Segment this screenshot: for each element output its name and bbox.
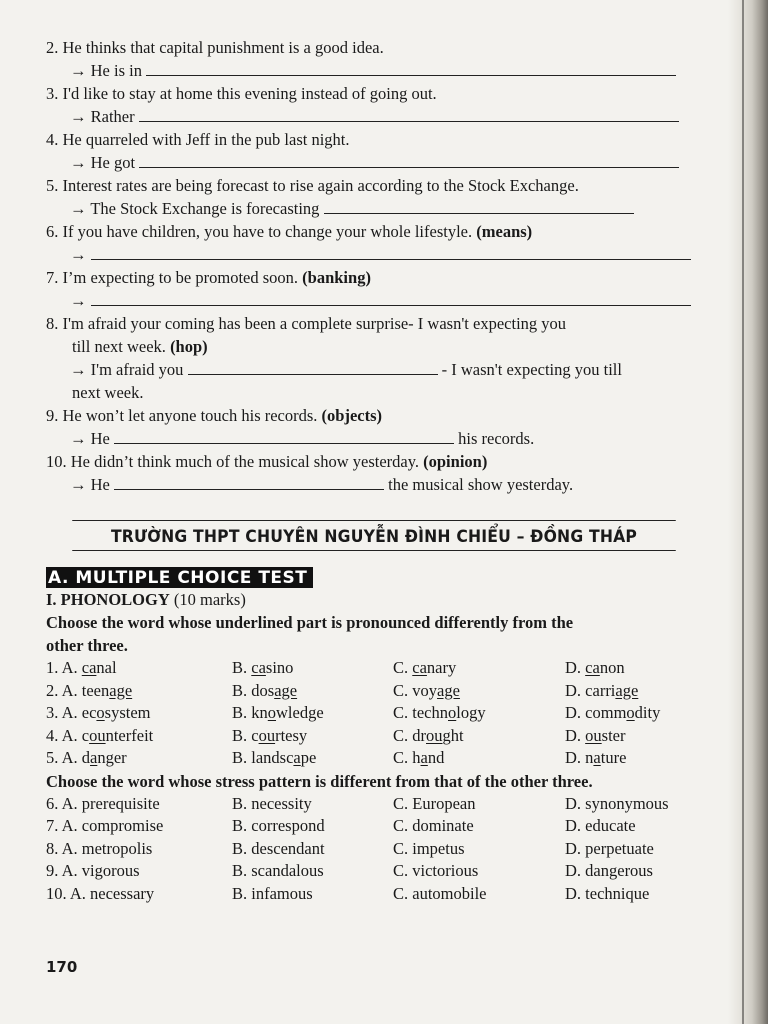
underlined-part: ca bbox=[412, 658, 427, 677]
answer-option[interactable] bbox=[565, 680, 702, 703]
word-part: system bbox=[104, 703, 151, 722]
answer-option[interactable] bbox=[232, 747, 393, 770]
answer-option[interactable] bbox=[393, 725, 565, 748]
instruction-pronunciation: Choose the word whose underlined part is pronounced differently from the other three. bbox=[46, 613, 574, 655]
word-part: wledge bbox=[276, 703, 324, 722]
option-text: B. necessity bbox=[232, 793, 312, 813]
word-part: h bbox=[412, 748, 421, 767]
word-part: c bbox=[81, 725, 90, 745]
answer-option[interactable] bbox=[46, 680, 232, 703]
instruction-stress: Choose the word whose stress pattern is different from that of the other three. bbox=[46, 771, 593, 791]
option-letter: A. bbox=[61, 658, 78, 677]
underlined-part: age bbox=[274, 680, 298, 700]
underlined-part: a bbox=[90, 748, 98, 767]
option-letter: A. bbox=[61, 725, 78, 745]
option-letter: A. bbox=[61, 680, 78, 700]
keyword: (means) bbox=[476, 222, 533, 241]
exercise-8-answer-continued: next week. bbox=[72, 383, 144, 402]
exercise-10-answer: → He the musical show yesterday. bbox=[70, 475, 574, 494]
word-part: ec bbox=[81, 703, 97, 722]
answer-blank[interactable] bbox=[114, 475, 384, 490]
underlined-part: a bbox=[593, 748, 601, 767]
answer-blank[interactable] bbox=[146, 61, 676, 76]
option-text: B. scandalous bbox=[232, 861, 324, 880]
school-title: TRƯỜNG THPT CHUYÊN NGUYỄN ĐÌNH CHIỂU – ĐỒNG THÁP bbox=[72, 520, 676, 551]
option-letter: D. bbox=[565, 658, 582, 677]
option-letter: B. bbox=[232, 748, 248, 767]
word-part: nger bbox=[97, 748, 127, 767]
option-text: A. vigorous bbox=[61, 861, 140, 880]
answer-option[interactable] bbox=[393, 860, 565, 883]
answer-blank[interactable] bbox=[324, 199, 634, 214]
option-letter: B. bbox=[232, 658, 248, 677]
word-part: techn bbox=[412, 703, 448, 722]
answer-blank[interactable] bbox=[139, 107, 679, 122]
exercise-6: 6. If you have children, you have to change your whole lifestyle. (means) bbox=[46, 222, 533, 241]
option-letter: D. bbox=[565, 748, 582, 767]
exercise-3-answer: → Rather bbox=[46, 105, 702, 128]
book-spine-edge bbox=[742, 0, 744, 1024]
question-number: 6. bbox=[46, 793, 59, 813]
answer-option[interactable] bbox=[46, 725, 232, 748]
underlined-part: o bbox=[267, 703, 277, 722]
underlined-part: age bbox=[437, 680, 460, 700]
answer-option[interactable] bbox=[46, 657, 232, 680]
option-letter: C. bbox=[393, 703, 409, 722]
answer-option[interactable] bbox=[565, 747, 702, 770]
answer-option[interactable] bbox=[232, 815, 393, 838]
phonology-heading: I. PHONOLOGY (10 marks) bbox=[46, 590, 246, 609]
exercise-9: 9. He won’t let anyone touch his records. (objects) bbox=[46, 406, 383, 425]
underlined-part: ca bbox=[585, 658, 600, 677]
option-text: B. correspond bbox=[232, 816, 325, 835]
exercise-2-answer: → He is in bbox=[46, 59, 702, 82]
exercise-8-answer: → I'm afraid you - I wasn't expecting you till bbox=[70, 360, 622, 379]
page-content bbox=[46, 36, 702, 905]
underlined-part: ca bbox=[81, 658, 97, 677]
option-text: C. dominate bbox=[393, 816, 474, 835]
answer-option[interactable] bbox=[393, 815, 565, 838]
exercise-7-answer: → bbox=[46, 289, 702, 312]
answer-option[interactable] bbox=[232, 793, 393, 816]
question-number: 8. bbox=[46, 838, 59, 858]
answer-option[interactable] bbox=[565, 860, 702, 883]
word-part: dity bbox=[634, 703, 661, 722]
word-part: nterfeit bbox=[105, 725, 154, 745]
exercise-10: 10. He didn’t think much of the musical show yesterday. (opinion) bbox=[46, 452, 488, 471]
keyword: (objects) bbox=[321, 406, 383, 425]
exercise-8: 8. I'm afraid your coming has been a complete surprise- I wasn't expecting you bbox=[46, 314, 567, 333]
option-letter: D. bbox=[565, 680, 582, 700]
option-letter: A. bbox=[61, 703, 78, 722]
underlined-part: a bbox=[293, 748, 301, 767]
pronunciation-questions bbox=[46, 657, 702, 770]
word-part: carri bbox=[585, 680, 616, 700]
underlined-part: age bbox=[615, 680, 639, 700]
answer-option[interactable] bbox=[46, 883, 232, 906]
underlined-part: o bbox=[448, 703, 457, 722]
answer-option[interactable] bbox=[565, 838, 702, 861]
answer-option[interactable] bbox=[232, 680, 393, 703]
underlined-part: o bbox=[626, 703, 635, 722]
word-part: logy bbox=[456, 703, 486, 722]
word-part: sino bbox=[265, 658, 294, 677]
word-part: ture bbox=[600, 748, 627, 767]
answer-option[interactable] bbox=[393, 838, 565, 861]
answer-option[interactable] bbox=[46, 860, 232, 883]
word-part: non bbox=[599, 658, 625, 677]
option-letter: B. bbox=[232, 725, 248, 745]
answer-option[interactable] bbox=[46, 702, 232, 725]
answer-blank[interactable] bbox=[188, 360, 438, 375]
answer-option[interactable] bbox=[46, 838, 232, 861]
underlined-part: ou bbox=[258, 725, 276, 745]
answer-option[interactable] bbox=[393, 657, 565, 680]
answer-option[interactable] bbox=[232, 883, 393, 906]
answer-option[interactable] bbox=[232, 860, 393, 883]
option-text: D. technique bbox=[565, 883, 650, 903]
option-letter: C. bbox=[393, 658, 409, 677]
exercise-4: 4. He quarreled with Jeff in the pub last night. bbox=[46, 130, 350, 149]
word-part: teen bbox=[81, 680, 110, 700]
page-number: 170 bbox=[46, 958, 78, 976]
option-text: D. synonymous bbox=[565, 793, 669, 813]
underlined-part: ou bbox=[89, 725, 106, 745]
question-number: 1. bbox=[46, 658, 59, 677]
word-part: d bbox=[81, 748, 91, 767]
keyword: (banking) bbox=[302, 268, 371, 287]
option-text: A. necessary bbox=[69, 883, 155, 903]
answer-option[interactable] bbox=[393, 747, 565, 770]
word-part: kn bbox=[251, 703, 268, 722]
option-text: D. educate bbox=[565, 816, 636, 835]
word-part: ster bbox=[601, 725, 626, 745]
answer-option[interactable] bbox=[565, 702, 702, 725]
answer-option[interactable] bbox=[232, 838, 393, 861]
answer-option[interactable] bbox=[232, 657, 393, 680]
underlined-part: ca bbox=[251, 658, 266, 677]
answer-option[interactable] bbox=[232, 702, 393, 725]
option-text: C. automobile bbox=[393, 883, 487, 903]
section-title: A. MULTIPLE CHOICE TEST bbox=[46, 567, 313, 588]
exercise-8-continued: till next week. (hop) bbox=[72, 337, 208, 356]
option-letter: B. bbox=[232, 703, 248, 722]
answer-option[interactable] bbox=[565, 883, 702, 906]
answer-option[interactable] bbox=[565, 815, 702, 838]
answer-blank[interactable] bbox=[91, 245, 691, 260]
question-number: 4. bbox=[46, 725, 59, 745]
stress-questions bbox=[46, 793, 702, 906]
answer-blank[interactable] bbox=[91, 291, 691, 306]
option-text: A. prerequisite bbox=[61, 793, 160, 813]
answer-blank[interactable] bbox=[139, 153, 679, 168]
question-number: 7. bbox=[46, 816, 59, 835]
answer-option[interactable] bbox=[565, 793, 702, 816]
exercise-5-answer: → The Stock Exchange is forecasting bbox=[46, 197, 702, 220]
option-text: C. victorious bbox=[393, 861, 479, 880]
answer-blank[interactable] bbox=[114, 429, 454, 444]
word-part: nd bbox=[427, 748, 445, 767]
answer-option[interactable] bbox=[46, 747, 232, 770]
word-part: dos bbox=[251, 680, 275, 700]
answer-option[interactable] bbox=[232, 725, 393, 748]
option-text: C. European bbox=[393, 793, 476, 813]
option-text: D. dangerous bbox=[565, 861, 653, 880]
option-letter: D. bbox=[565, 725, 582, 745]
keyword: (opinion) bbox=[423, 452, 488, 471]
answer-option[interactable] bbox=[393, 680, 565, 703]
option-text: D. perpetuate bbox=[565, 838, 654, 858]
option-text: B. descendant bbox=[232, 838, 325, 858]
option-letter: A. bbox=[61, 748, 78, 767]
answer-option[interactable] bbox=[393, 702, 565, 725]
exercise-7: 7. I’m expecting to be promoted soon. (banking) bbox=[46, 268, 371, 287]
answer-option[interactable] bbox=[46, 815, 232, 838]
word-part: dr bbox=[412, 725, 427, 745]
underlined-part: ou bbox=[585, 725, 602, 745]
exercise-6-answer: → bbox=[46, 243, 702, 266]
option-text: A. compromise bbox=[61, 816, 164, 835]
exercise-3: 3. I'd like to stay at home this evening instead of going out. bbox=[46, 84, 437, 103]
option-letter: C. bbox=[393, 680, 409, 700]
exercise-5: 5. Interest rates are being forecast to rise again according to the Stock Exchange. bbox=[46, 176, 579, 195]
option-letter: B. bbox=[232, 680, 248, 700]
option-letter: C. bbox=[393, 725, 409, 745]
underlined-part: ou bbox=[426, 725, 443, 745]
word-part: n bbox=[585, 748, 594, 767]
word-part: rtesy bbox=[275, 725, 308, 745]
option-text: B. infamous bbox=[232, 883, 313, 903]
question-number: 9. bbox=[46, 861, 59, 880]
book-spine-shadow bbox=[728, 0, 768, 1024]
question-number: 10. bbox=[46, 883, 67, 903]
underlined-part: o bbox=[96, 703, 105, 722]
underlined-part: a bbox=[420, 748, 428, 767]
answer-option[interactable] bbox=[393, 793, 565, 816]
word-part: voy bbox=[412, 680, 438, 700]
answer-option[interactable] bbox=[393, 883, 565, 906]
word-part: pe bbox=[300, 748, 317, 767]
exercise-2: 2. He thinks that capital punishment is a good idea. bbox=[46, 38, 384, 57]
option-letter: C. bbox=[393, 748, 409, 767]
word-part: comm bbox=[585, 703, 627, 722]
option-text: C. impetus bbox=[393, 838, 465, 858]
answer-option[interactable] bbox=[46, 793, 232, 816]
keyword: (hop) bbox=[170, 337, 208, 356]
question-number: 5. bbox=[46, 748, 59, 767]
question-number: 2. bbox=[46, 680, 59, 700]
word-part: landsc bbox=[251, 748, 294, 767]
question-number: 3. bbox=[46, 703, 59, 722]
answer-option[interactable] bbox=[565, 657, 702, 680]
underlined-part: age bbox=[109, 680, 133, 700]
word-part: nary bbox=[426, 658, 457, 677]
exercise-4-answer: → He got bbox=[46, 151, 702, 174]
exercise-9-answer: → He his records. bbox=[70, 429, 535, 448]
option-text: A. metropolis bbox=[61, 838, 153, 858]
word-part: nal bbox=[96, 658, 117, 677]
word-part: ght bbox=[442, 725, 464, 745]
word-part: c bbox=[251, 725, 259, 745]
option-letter: D. bbox=[565, 703, 582, 722]
answer-option[interactable] bbox=[565, 725, 702, 748]
